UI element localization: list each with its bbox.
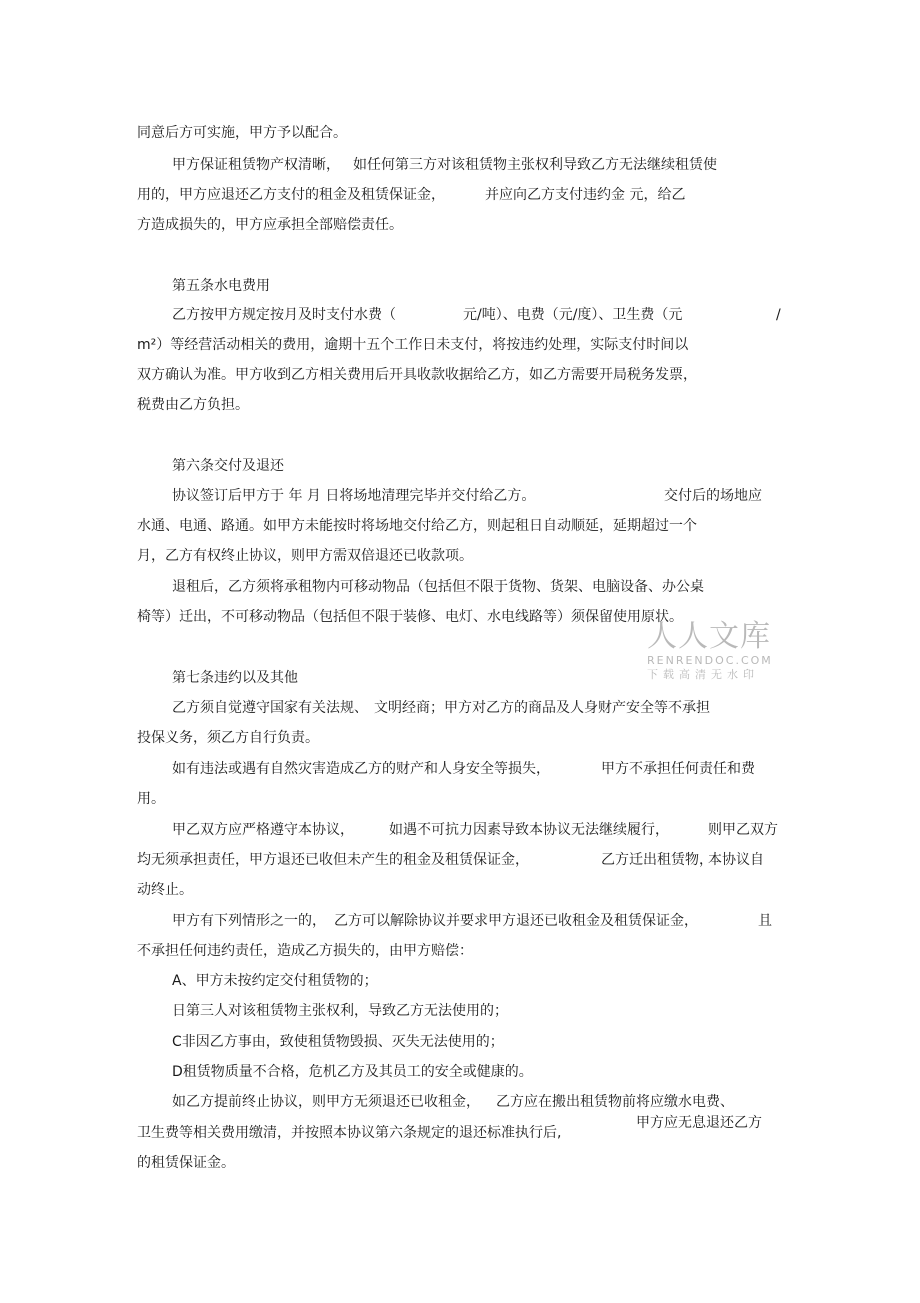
text-line: 用的，甲方应退还乙方支付的租金及租赁保证金， [137, 187, 445, 203]
text-line: 方造成损失的，甲方应承担全部赔偿责任。 [137, 217, 403, 233]
text-line: 如任何第三方对该租赁物主张权利导致乙方无法继续租赁使 [353, 157, 717, 173]
text-line: 动终止。 [137, 882, 193, 898]
text-line: 退租后，乙方须将承租物内可移动物品（包括但不限于货物、货架、电脑设备、办公桌 [172, 579, 704, 595]
text-line: 乙方应在搬出租赁物前将应缴水电费、 [496, 1094, 734, 1110]
text-line: / [776, 307, 781, 323]
text-line: 且 [758, 913, 772, 929]
list-item: C非因乙方事由，致使租赁物毁损、灭失无法使用的； [172, 1034, 504, 1050]
text-line: 卫生费等相关费用缴清，并按照本协议第六条规定的退还标准执行后, [137, 1125, 562, 1141]
text-line: m²）等经营活动相关的费用，逾期十五个工作日未支付，将按违约处理，实际支付时间以 [137, 337, 689, 353]
text-line: 月，乙方有权终止协议，则甲方需双倍退还已收款项。 [137, 548, 473, 564]
text-line: 协议签订后甲方于 年 月 日将场地清理完毕并交付给乙方。 [172, 488, 536, 504]
text-line: 乙方须自觉遵守国家有关法规、 [172, 700, 368, 716]
text-line: 乙方可以解除协议并要求甲方退还已收租金及租赁保证金， [334, 913, 698, 929]
text-line: 元/吨）、电费（元/度）、卫生费（元 [463, 307, 683, 323]
list-item: 日第三人对该租赁物主张权利，导致乙方无法使用的； [172, 1003, 508, 1019]
text-line: 椅等）迁出，不可移动物品（包括但不限于装修、电灯、水电线路等）须保留使用原状。 [137, 609, 683, 625]
text-line: 交付后的场地应 [664, 488, 762, 504]
watermark [647, 620, 773, 682]
text-line: 投保义务，须乙方自行负责。 [137, 730, 319, 746]
list-item: D租赁物质量不合格，危机乙方及其员工的安全或健康的。 [172, 1064, 533, 1080]
text-line: 双方确认为准。甲方收到乙方相关费用后开具收款收据给乙方，如乙方需要开局税务发票， [137, 367, 697, 383]
text-line: 甲方应无息退还乙方 [636, 1115, 762, 1131]
text-line: 用。 [137, 791, 165, 807]
watermark-domain: RENRENDOC.COM [647, 654, 773, 667]
text-line: 乙方按甲方规定按月及时支付水费（ [172, 307, 396, 323]
section-heading: 第五条水电费用 [172, 278, 270, 294]
watermark-slogan: 下载高清无水印 [647, 668, 759, 681]
text-line: 均无须承担责任，甲方退还已收但未产生的租金及租赁保证金， [137, 852, 529, 868]
text-line: 如乙方提前终止协议，则甲方无须退还已收租金， [172, 1094, 480, 1110]
section-heading: 第七条违约以及其他 [172, 670, 298, 686]
list-item: A、甲方未按约定交付租赁物的； [172, 973, 378, 989]
text-line: 同意后方可实施，甲方予以配合。 [137, 125, 347, 141]
text-line: 甲方不承担任何责任和费 [601, 761, 755, 777]
text-line: 水通、电通、路通。如甲方未能按时将场地交付给乙方，则起租日自动顺延，延期超过一个 [137, 518, 697, 534]
text-line: 并应向乙方支付违约金 元，给乙 [485, 187, 686, 203]
text-line: 甲乙双方应严格遵守本协议， [172, 822, 354, 838]
text-line: 乙方迁出租赁物， [601, 852, 713, 868]
text-line: 的租赁保证金。 [137, 1155, 235, 1171]
text-line: 文明经商；甲方对乙方的商品及人身财产安全等不承担 [374, 700, 710, 716]
text-line: 不承担任何违约责任，造成乙方损失的，由甲方赔偿： [137, 943, 473, 959]
watermark-title: 人人文库 [647, 619, 771, 654]
text-line: 则甲乙双方 [708, 822, 778, 838]
text-line: 甲方保证租赁物产权清晰， [172, 157, 340, 173]
text-line: 甲方有下列情形之一的， [172, 913, 326, 929]
section-heading: 第六条交付及退还 [172, 458, 284, 474]
text-line: 如有违法或遇有自然灾害造成乙方的财产和人身安全等损失， [172, 761, 550, 777]
text-line: 本协议自 [708, 852, 764, 868]
text-line: 如遇不可抗力因素导致本协议无法继续履行， [389, 822, 669, 838]
text-line: 税费由乙方负担。 [137, 397, 249, 413]
